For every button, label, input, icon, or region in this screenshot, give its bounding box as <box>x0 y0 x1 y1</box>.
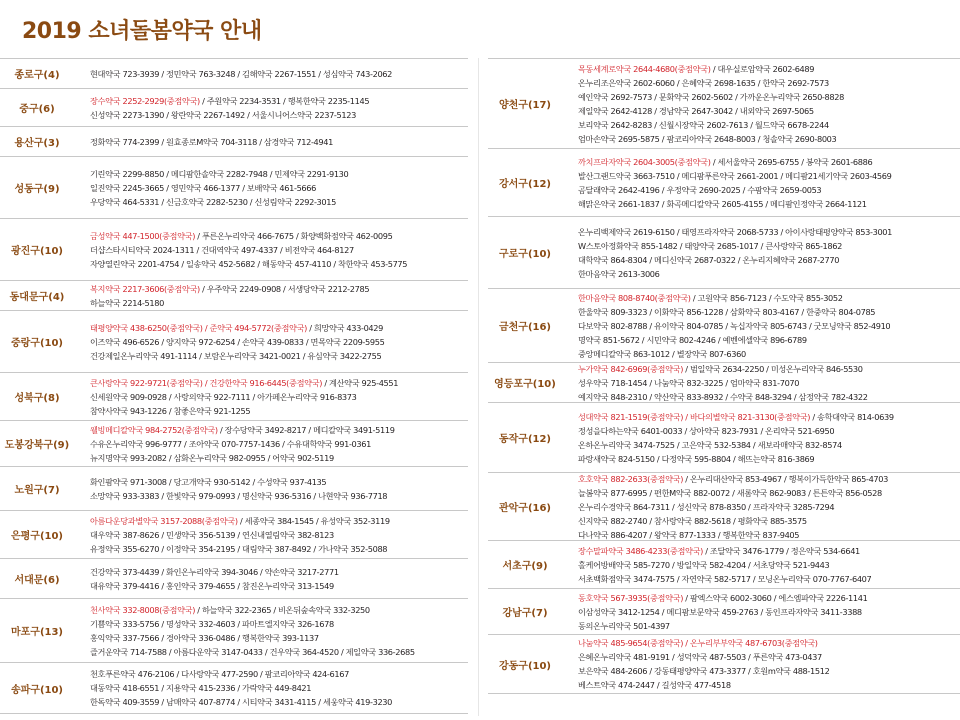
pharmacy-text: 이즈약국 496-6526 / 양지약국 972-6254 / 손약국 439-0833 / 면목약국 2209-5955 <box>90 336 385 347</box>
pharmacy-text: 참약사약국 943-1226 / 참좋은약국 921-1255 <box>90 405 251 416</box>
district-section <box>488 402 960 472</box>
district-name: 은평구(10) <box>10 531 64 542</box>
pharmacy-text: 발산그랜드약국 3663-7510 / 메디팜푸른약국 2661-2001 / 메디팜21세기약국 2603-4569 <box>578 170 892 181</box>
district-name: 동작구(12) <box>498 434 552 445</box>
pharmacy-line <box>90 167 468 181</box>
pharmacy-text: / 팜엑스약국 6002-3060 / 에스엠파약국 2226-1141 <box>683 592 868 603</box>
pharmacy-list <box>562 62 960 146</box>
pharmacy-line <box>578 619 960 633</box>
district-section <box>488 472 960 540</box>
pharmacy-text: / 계산약국 925-4551 <box>322 377 399 388</box>
pharmacy-list <box>74 94 468 122</box>
pharmacy-text: 건강제일온누리약국 491-1114 / 보람온누리약국 3421-0021 / 유심약국 3422-2755 <box>90 350 382 361</box>
pharmacy-text: / 조달약국 3476-1779 / 정은약국 534-6641 <box>703 545 860 556</box>
key-pharmacy: 금성약국 447-1500(중점약국) <box>90 230 196 241</box>
pharmacy-text: / 범일약국 2634-2250 / 미성온누리약국 846-5530 <box>683 363 863 374</box>
pharmacy-text: 기린약국 2299-8850 / 메디팜한솔약국 2282-7948 / 민제약국 2291-9130 <box>90 168 349 179</box>
pharmacy-text: 현대약국 723-3939 / 정민약국 763-3248 / 김해약국 2267-1551 / 성심약국 743-2062 <box>90 68 393 79</box>
key-pharmacy: 장수말파약국 3486-4233(중점약국) <box>578 545 704 556</box>
pharmacy-list <box>562 591 960 633</box>
pharmacy-text: 천호푸른약국 476-2106 / 다사랑약국 477-2590 / 팜코리아약국 424-6167 <box>90 669 349 679</box>
key-pharmacy: 나눔약국 485-9654(중점약국) / 온누리부부약국 487-6703(중점약국) <box>578 638 818 648</box>
pharmacy-text: / 우주약국 2249-0908 / 서생당약국 2212-2785 <box>199 283 370 294</box>
pharmacy-line <box>90 321 468 335</box>
pharmacy-line <box>578 62 960 76</box>
pharmacy-list <box>74 603 468 659</box>
pharmacy-line <box>90 489 468 503</box>
pharmacy-line <box>578 319 960 333</box>
pharmacy-text: / 온누리대산약국 853-4967 / 행복이가득한약국 865-4703 <box>683 473 889 484</box>
pharmacy-list <box>562 636 960 692</box>
pharmacy-line <box>578 333 960 347</box>
pharmacy-line <box>578 253 960 267</box>
pharmacy-text: 중앙메디칼약국 863-1012 / 별장약국 807-6360 <box>578 348 746 359</box>
pharmacy-list <box>74 423 468 465</box>
pharmacy-text: 한울약국 809-3323 / 이화약국 856-1228 / 삼화약국 803-4167 / 한중약국 804-0785 <box>578 306 876 317</box>
pharmacy-text: 제일약국 2642-4128 / 경남약국 2647-3042 / 내외약국 2697-5065 <box>578 105 814 116</box>
pharmacy-text: 대학약국 864-8304 / 메디신약국 2687-0322 / 온누리지혜약국 2687-2770 <box>578 254 840 265</box>
pharmacy-text: / 세서울약국 2695-6755 / 봉약국 2601-6886 <box>710 156 873 167</box>
pharmacy-list <box>562 155 960 211</box>
pharmacy-line <box>90 645 468 659</box>
page-title: 2019 소녀돌봄약국 안내 <box>22 19 262 44</box>
pharmacy-line <box>90 195 468 209</box>
pharmacy-line <box>90 667 468 681</box>
pharmacy-line <box>90 404 468 418</box>
pharmacy-text: 신세원약국 909-0928 / 사랑의약국 922-7111 / 아가페온누리약국 916-8373 <box>90 391 357 402</box>
district-section <box>488 588 960 634</box>
pharmacy-line <box>578 225 960 239</box>
district-section <box>488 58 960 148</box>
pharmacy-text: / 송학대약국 814-0639 <box>810 411 894 422</box>
pharmacy-text: 온누리백제약국 2619-6150 / 태영프라자약국 2068-5733 / 아이사랑태평양약국 853-3001 <box>578 226 893 237</box>
pharmacy-line <box>90 349 468 363</box>
district-section <box>488 216 960 288</box>
pharmacy-line <box>578 572 960 586</box>
pharmacy-line <box>578 452 960 466</box>
pharmacy-line <box>90 94 468 108</box>
key-pharmacy: 누가약국 842-6969(중점약국) <box>578 363 684 374</box>
pharmacy-line <box>90 681 468 695</box>
pharmacy-list <box>74 67 468 81</box>
pharmacy-line <box>90 108 468 122</box>
district-section <box>0 218 468 280</box>
district-name: 서초구(9) <box>502 561 548 572</box>
pharmacy-line <box>578 183 960 197</box>
pharmacy-text: 예지약국 848-2310 / 약산약국 833-8932 / 수약국 848-3294 / 삼정약국 782-4322 <box>578 391 868 402</box>
pharmacy-text: 베스트약국 474-2447 / 길성약국 477-4518 <box>578 680 731 690</box>
pharmacy-line <box>90 695 468 709</box>
pharmacy-line <box>578 267 960 281</box>
key-pharmacy: 성대약국 821-1519(중점약국) / 바다의별약국 821-3130(중점약국) <box>578 411 811 422</box>
pharmacy-line <box>90 376 468 390</box>
district-name: 용산구(3) <box>14 138 60 149</box>
pharmacy-list <box>74 376 468 418</box>
pharmacy-text: / 세종약국 384-1545 / 유성약국 352-3119 <box>237 515 390 526</box>
pharmacy-text: 명약국 851-5672 / 시민약국 802-4246 / 예벤에셀약국 896-6789 <box>578 334 807 345</box>
pharmacy-text: / 푸른온누리약국 466-7675 / 화양백화점약국 462-0095 <box>195 230 393 241</box>
pharmacy-line <box>578 239 960 253</box>
pharmacy-text: 한독약국 409-3559 / 남매약국 407-8774 / 시티약국 3431-4115 / 세웅약국 419-3230 <box>90 697 393 707</box>
district-name: 동대문구(4) <box>9 292 65 303</box>
district-name: 영등포구(10) <box>494 379 556 390</box>
district-section <box>0 88 468 126</box>
pharmacy-text: 곰달래약국 2642-4196 / 우정약국 2690-2025 / 수팜약국 2659-0053 <box>578 184 822 195</box>
district-section <box>0 58 468 88</box>
pharmacy-line <box>578 132 960 146</box>
pharmacy-text: 온하온누리약국 3474-7525 / 고은약국 532-5384 / 새보라매약국 832-8574 <box>578 439 842 450</box>
district-section <box>488 634 960 694</box>
pharmacy-text: 신성약국 2273-1390 / 왕란약국 2267-1492 / 서울시니어스약국 2237-5123 <box>90 109 356 120</box>
pharmacy-line <box>90 243 468 257</box>
pharmacy-text: 정성을다하는약국 6401-0033 / 상아약국 823-7931 / 온리약국 521-6950 <box>578 425 835 436</box>
pharmacy-line <box>578 438 960 452</box>
pharmacy-line <box>90 390 468 404</box>
pharmacy-text: 대유약국 379-4416 / 홍인약국 379-4655 / 참진온누리약국 313-1549 <box>90 580 334 591</box>
pharmacy-list <box>74 135 468 149</box>
district-section <box>0 310 468 372</box>
pharmacy-line <box>578 76 960 90</box>
pharmacy-list <box>74 282 468 310</box>
pharmacy-text: 보리약국 2642-8283 / 신월시장약국 2602-7613 / 월드약국 6678-2244 <box>578 119 829 130</box>
key-pharmacy: 태평양약국 438-6250(중점약국) / 준약국 494-5772(중점약국) <box>90 322 307 333</box>
pharmacy-text: 수유온누리약국 996-9777 / 조아약국 070-7757-1436 / 수유대학약국 991-0361 <box>90 438 371 449</box>
pharmacy-text: 다보약국 802-8788 / 유이약국 804-0785 / 녹십자약국 805-6743 / 굿모닝약국 852-4910 <box>578 320 891 331</box>
pharmacy-text: 서초백화점약국 3474-7575 / 자연약국 582-5717 / 모닝온누리약국 070-7767-6407 <box>578 573 872 584</box>
pharmacy-line <box>90 437 468 451</box>
pharmacy-text: 이삼성약국 3412-1254 / 메디팜보문약국 459-2763 / 동인프라자약국 3411-3388 <box>578 606 862 617</box>
district-name: 금천구(16) <box>498 322 552 333</box>
pharmacy-text: 성우약국 718-1454 / 나눔약국 832-3225 / 엄마약국 831-7070 <box>578 377 800 388</box>
pharmacy-text: / 하늘약국 322-2365 / 비온뒤숲속약국 332-3250 <box>195 604 370 615</box>
pharmacy-line <box>578 636 960 650</box>
pharmacy-line <box>578 305 960 319</box>
pharmacy-line <box>90 451 468 465</box>
pharmacy-line <box>578 376 960 390</box>
district-section <box>0 156 468 218</box>
pharmacy-list <box>562 472 960 540</box>
pharmacy-text: 화인팜약국 971-3008 / 당고개약국 930-5142 / 수성약국 937-4135 <box>90 476 327 487</box>
district-section <box>488 362 960 402</box>
district-name: 종로구(4) <box>14 70 60 81</box>
pharmacy-line <box>578 678 960 692</box>
pharmacy-line <box>90 67 468 81</box>
pharmacy-line <box>578 544 960 558</box>
pharmacy-line <box>90 514 468 528</box>
pharmacy-text: 온누리조은약국 2602-6060 / 은혜약국 2698-1635 / 한약국 2692-7573 <box>578 77 829 88</box>
pharmacy-line <box>578 664 960 678</box>
pharmacy-line <box>578 197 960 211</box>
key-pharmacy: 천사약국 332-8008(중점약국) <box>90 604 196 615</box>
key-pharmacy: 복지약국 2217-3606(중점약국) <box>90 283 200 294</box>
pharmacy-text: 온누리수경약국 864-7311 / 성신약국 878-8350 / 프라자약국 3285-7294 <box>578 501 835 512</box>
district-section <box>0 420 468 466</box>
pharmacy-text: 예인약국 2692-7573 / 문화약국 2602-5602 / 가까운온누리약국 2650-8828 <box>578 91 844 102</box>
pharmacy-line <box>90 423 468 437</box>
pharmacy-line <box>578 500 960 514</box>
pharmacy-list <box>74 167 468 209</box>
pharmacy-text: 대동약국 418-6551 / 지용약국 415-2336 / 가락약국 449-8421 <box>90 683 312 693</box>
pharmacy-text: 보은약국 484-2606 / 강동태평양약국 473-3377 / 호원m약국 488-1512 <box>578 666 830 676</box>
pharmacy-text: 신지약국 882-2740 / 참사랑약국 882-5618 / 평화약국 885-3575 <box>578 515 807 526</box>
pharmacy-text: / 주원약국 2234-3531 / 행복한약국 2235-1145 <box>199 95 370 106</box>
district-section <box>0 126 468 156</box>
pharmacy-text: 늘봄약국 877-6995 / 편한M약국 882-0072 / 새롬약국 862-9083 / 튼튼약국 856-0528 <box>578 487 882 498</box>
district-section <box>0 558 468 598</box>
key-pharmacy: 큰사랑약국 922-9721(중점약국) / 건강한약국 916-6445(중점약국) <box>90 377 323 388</box>
pharmacy-text: / 대우실로암약국 2602-6489 <box>710 63 815 74</box>
district-name: 노원구(7) <box>14 485 60 496</box>
pharmacy-text: 엄마손약국 2695-5875 / 팜코리아약국 2648-8003 / 청솔약국 2690-8003 <box>578 133 837 144</box>
pharmacy-line <box>90 181 468 195</box>
pharmacy-line <box>578 347 960 361</box>
district-section <box>0 372 468 420</box>
key-pharmacy: 아름다운당과별약국 3157-2088(중점약국) <box>90 515 238 526</box>
pharmacy-line <box>578 528 960 541</box>
pharmacy-line <box>578 514 960 528</box>
district-name: 마포구(13) <box>10 627 64 638</box>
district-name: 강동구(10) <box>498 660 552 672</box>
pharmacy-text: / 희망약국 433-0429 <box>306 322 384 333</box>
pharmacy-list <box>74 321 468 363</box>
pharmacy-line <box>578 169 960 183</box>
pharmacy-line <box>90 475 468 489</box>
pharmacy-text: 건강약국 373-4439 / 화인온누리약국 394-3046 / 약손약국 3217-2771 <box>90 566 339 577</box>
pharmacy-line <box>90 282 468 296</box>
left-column <box>0 58 468 714</box>
pharmacy-text: 해맑은약국 2661-1837 / 화곡메디칼약국 2605-4155 / 메디팜인정약국 2664-1121 <box>578 198 867 209</box>
pharmacy-line <box>578 104 960 118</box>
pharmacy-text: 한마음약국 2613-3006 <box>578 268 660 279</box>
pharmacy-line <box>578 291 960 305</box>
district-name: 송파구(10) <box>10 684 64 696</box>
pharmacy-list <box>74 565 468 593</box>
column-divider <box>478 58 479 716</box>
pharmacy-line <box>90 565 468 579</box>
district-section <box>488 148 960 216</box>
pharmacy-text: 파랑새약국 824-5150 / 다정약국 595-8804 / 해뜨는약국 816-3869 <box>578 453 815 464</box>
key-pharmacy: 한마음약국 808-8740(중점약국) <box>578 292 691 303</box>
district-section <box>0 280 468 310</box>
pharmacy-list <box>562 544 960 586</box>
pharmacy-list <box>74 514 468 556</box>
pharmacy-line <box>578 486 960 500</box>
key-pharmacy: 장수약국 2252-2929(중점약국) <box>90 95 200 106</box>
pharmacy-text: / 고원약국 856-7123 / 수도약국 855-3052 <box>690 292 843 303</box>
pharmacy-line <box>90 229 468 243</box>
pharmacy-line <box>578 90 960 104</box>
district-section <box>0 466 468 510</box>
district-name: 도봉강북구(9) <box>4 440 70 451</box>
key-pharmacy: 동호약국 567-3935(중점약국) <box>578 592 684 603</box>
district-name: 구로구(10) <box>498 249 552 260</box>
pharmacy-list <box>562 291 960 361</box>
pharmacy-line <box>578 362 960 376</box>
pharmacy-line <box>90 335 468 349</box>
pharmacy-line <box>578 605 960 619</box>
pharmacy-line <box>578 118 960 132</box>
pharmacy-text: 소망약국 933-3383 / 한빛약국 979-0993 / 명신약국 936-5316 / 나현약국 936-7718 <box>90 490 388 501</box>
district-section <box>0 598 468 662</box>
pharmacy-text: 일진약국 2245-3665 / 영민약국 466-1377 / 보배약국 461-5666 <box>90 182 317 193</box>
pharmacy-text: 유정약국 355-6270 / 이정약국 354-2195 / 대림약국 387-8492 / 가나약국 352-5088 <box>90 543 388 554</box>
district-name: 중구(6) <box>19 104 55 115</box>
pharmacy-list <box>74 667 468 709</box>
key-pharmacy: 호호약국 882-2633(중점약국) <box>578 473 684 484</box>
pharmacy-line <box>578 155 960 169</box>
pharmacy-text: / 장수당약국 3492-8217 / 메디칼약국 3491-5119 <box>217 424 395 435</box>
pharmacy-text: W스토아정화약국 855-1482 / 태양약국 2685-1017 / 큰사랑약국 865-1862 <box>578 240 842 251</box>
district-name: 성북구(8) <box>14 393 60 404</box>
district-section <box>0 662 468 714</box>
pharmacy-line <box>90 257 468 271</box>
pharmacy-text: 대우약국 387-8626 / 민생약국 356-5139 / 연신내열림약국 382-8123 <box>90 529 334 540</box>
pharmacy-line <box>90 603 468 617</box>
pharmacy-text: 하늘약국 2214-5180 <box>90 297 164 308</box>
pharmacy-text: 정화약국 774-2399 / 원효종로M약국 704-3118 / 삼경약국 712-4941 <box>90 136 333 147</box>
key-pharmacy: 목동세계로약국 2644-4680(중점약국) <box>578 63 711 74</box>
district-name: 서대문(6) <box>14 575 60 586</box>
district-name: 관악구(16) <box>498 503 552 514</box>
pharmacy-text: 홀케어방배약국 585-7270 / 방일약국 582-4204 / 서초당약국 521-9443 <box>578 559 830 570</box>
pharmacy-list <box>74 229 468 271</box>
district-name: 성동구(9) <box>14 184 60 195</box>
pharmacy-line <box>578 591 960 605</box>
pharmacy-line <box>90 528 468 542</box>
district-name: 강남구(7) <box>502 608 548 619</box>
right-column <box>488 58 960 694</box>
key-pharmacy: 웰빙메디칼약국 984-2752(중점약국) <box>90 424 218 435</box>
pharmacy-line <box>578 390 960 403</box>
pharmacy-text: 홍익약국 337-7566 / 경아약국 336-0486 / 행복한약국 393-1137 <box>90 632 319 643</box>
pharmacy-line <box>578 472 960 486</box>
district-section <box>0 510 468 558</box>
district-name: 광진구(10) <box>10 246 64 257</box>
district-name: 중랑구(10) <box>10 338 64 349</box>
pharmacy-line <box>578 410 960 424</box>
pharmacy-text: 우당약국 464-5331 / 신금호약국 2282-5230 / 신성림약국 2292-3015 <box>90 196 336 207</box>
pharmacy-line <box>90 542 468 556</box>
pharmacy-text: 동의온누리약국 501-4397 <box>578 620 670 631</box>
pharmacy-text: 즐거운약국 714-7588 / 아름다운약국 3147-0433 / 건우약국 364-4520 / 제일약국 336-2685 <box>90 646 415 657</box>
pharmacy-line <box>90 617 468 631</box>
pharmacy-text: 은혜온누리약국 481-9191 / 성덕약국 487-5503 / 푸른약국 473-0437 <box>578 652 822 662</box>
pharmacy-text: 다나약국 886-4207 / 왕약국 877-1333 / 행복한약국 837-9405 <box>578 529 800 540</box>
pharmacy-list <box>562 362 960 402</box>
pharmacy-line <box>90 579 468 593</box>
pharmacy-text: 자양열린약국 2201-4754 / 일송약국 452-5682 / 해동약국 457-4110 / 착한약국 453-5775 <box>90 258 408 269</box>
district-name: 양천구(17) <box>498 100 552 111</box>
pharmacy-text: 뉴지명약국 993-2082 / 삼화온누리약국 982-0955 / 어약국 902-5119 <box>90 452 334 463</box>
pharmacy-line <box>90 135 468 149</box>
pharmacy-line <box>90 296 468 310</box>
pharmacy-list <box>74 475 468 503</box>
pharmacy-list <box>562 410 960 466</box>
pharmacy-list <box>562 225 960 281</box>
district-section <box>488 540 960 588</box>
key-pharmacy: 까치프라자약국 2604-3005(중점약국) <box>578 156 711 167</box>
pharmacy-line <box>578 650 960 664</box>
pharmacy-text: 더샵스타시티약국 2024-1311 / 건대역약국 497-4337 / 비전약국 464-8127 <box>90 244 354 255</box>
pharmacy-line <box>578 558 960 572</box>
pharmacy-line <box>578 424 960 438</box>
pharmacy-line <box>90 631 468 645</box>
district-section <box>488 288 960 362</box>
pharmacy-text: 기쁨약국 333-5756 / 명성약국 332-4603 / 파마트엘지약국 326-1678 <box>90 618 334 629</box>
district-name: 강서구(12) <box>498 179 552 190</box>
